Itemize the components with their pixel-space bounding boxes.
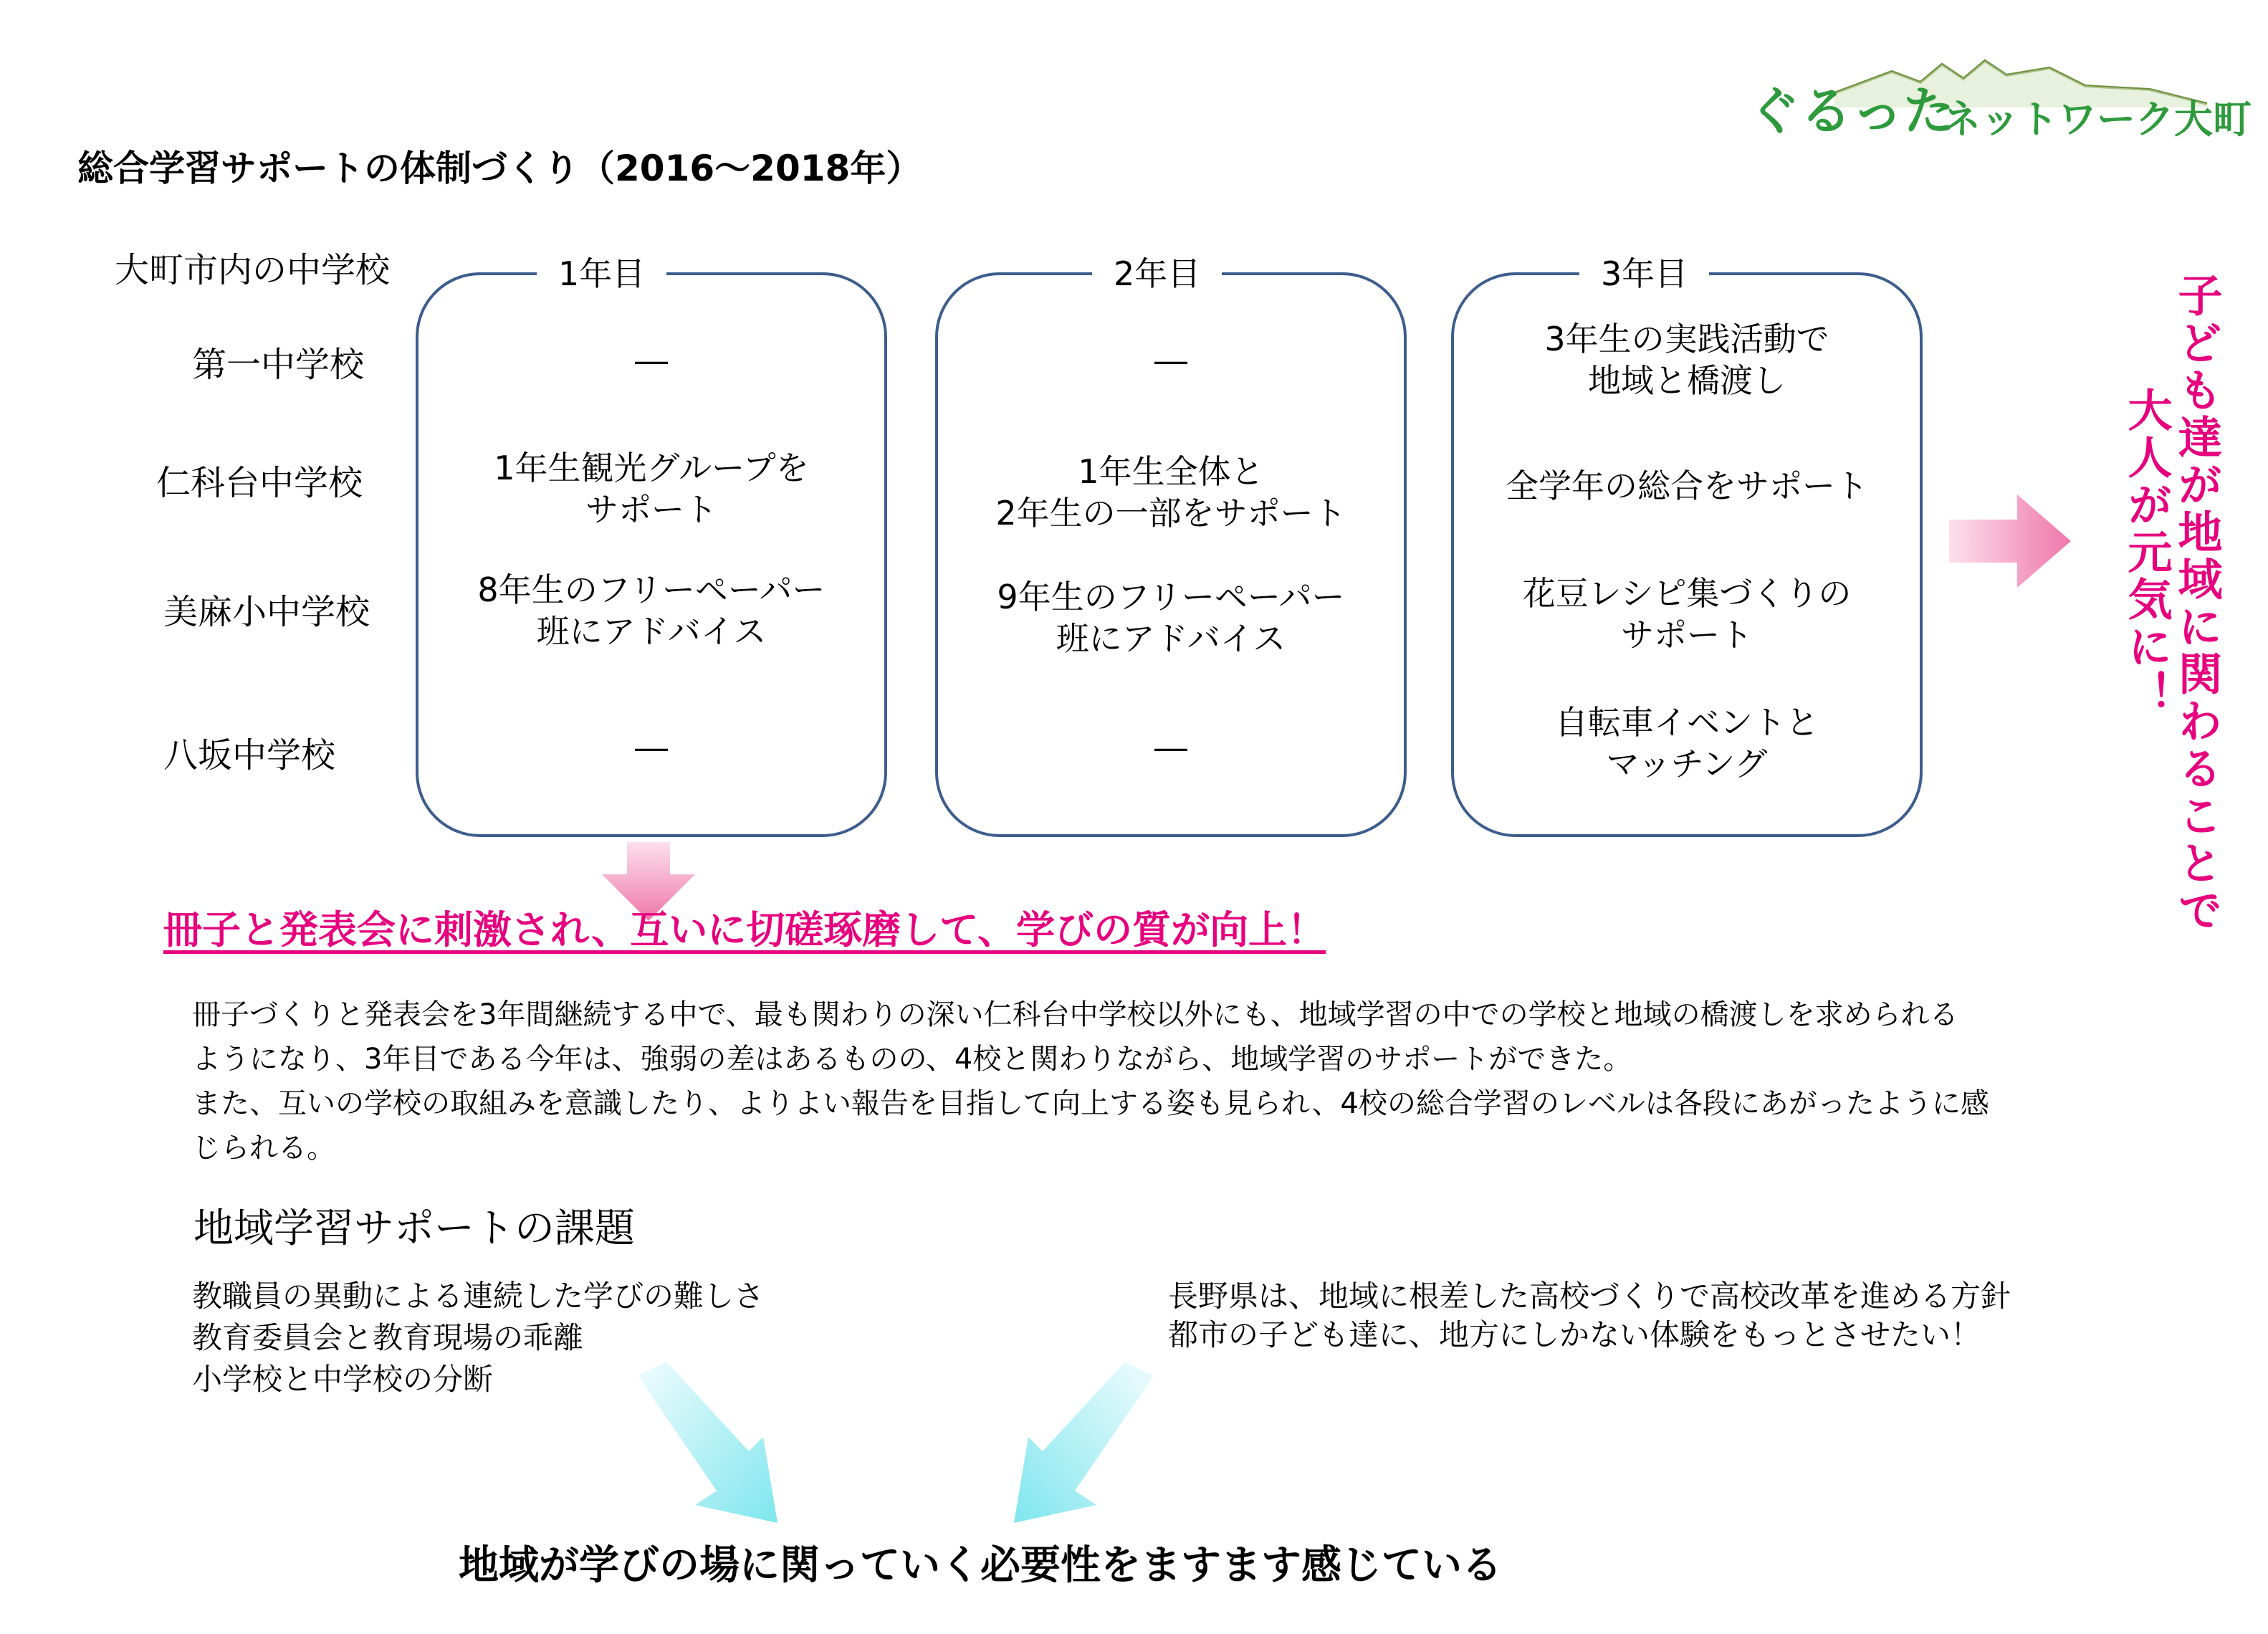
side-message-line: 子ども達が地域に関わることで <box>2171 272 2223 935</box>
paragraph-line: じられる。 <box>192 1132 335 1165</box>
logo <box>1748 50 2252 143</box>
year-box <box>1451 254 1923 837</box>
svg-text:ぐるった: ぐるった <box>1748 81 1956 141</box>
arrow-right-icon <box>1949 494 2071 588</box>
page-title: 総合学習サポートの体制づくり（2016〜2018年） <box>77 148 922 189</box>
schools-header: 大町市内の中学校 <box>115 250 391 290</box>
paragraph-line: ようになり、3年目である今年は、強弱の差はあるものの、4校と関わりながら、地域学習のサポートができた。 <box>192 1043 1632 1076</box>
arrow-diagonal-left-icon <box>1014 1362 1154 1523</box>
svg-text:ネットワーク大町: ネットワーク大町 <box>1942 97 2252 142</box>
issues-title: 地域学習サポートの課題 <box>193 1205 635 1252</box>
arrow-diagonal-right-icon <box>638 1362 777 1523</box>
school-label: 第一中学校 <box>192 345 365 385</box>
cell-text: ― <box>635 728 668 767</box>
cell-text: ― <box>1154 341 1187 380</box>
cell-text: 自転車イベントと マッチング <box>1555 703 1819 783</box>
conclusion: 地域が学びの場に関っていく必要性をますます感じている <box>459 1542 1502 1589</box>
cell-text: 花豆レシピ集づくりの サポート <box>1522 574 1852 654</box>
issue-item: 小学校と中学校の分断 <box>192 1362 494 1397</box>
school-label: 美麻小中学校 <box>163 592 370 632</box>
headline: 冊子と発表会に刺激され、互いに切磋琢磨して、学びの質が向上！ <box>163 907 1326 952</box>
paragraph-line: また、互いの学校の取組みを意識したり、よりよい報告を目指して向上する姿も見られ、4校の総合学習のレベルは各段にあがったように感 <box>192 1087 1989 1120</box>
issue-item: 都市の子ども達に、地方にしかない体験をもっとさせたい！ <box>1168 1317 1981 1352</box>
year-label: 1年目 <box>537 248 666 295</box>
issue-item: 長野県は、地域に根差した高校づくりで高校改革を進める方針 <box>1168 1279 2011 1314</box>
paragraph-line: 冊子づくりと発表会を3年間継続する中で、最も関わりの深い仁科台中学校以外にも、地域学習の中での学校と地域の橋渡しを求められる <box>192 998 1958 1031</box>
side-message <box>2121 272 2221 935</box>
cell-text: 8年生のフリーペーパー 班にアドバイス <box>477 570 826 651</box>
cell-text: 3年生の実践活動で 地域と橋渡し <box>1544 320 1829 400</box>
issue-item: 教育委員会と教育現場の乖離 <box>192 1320 584 1355</box>
year-label: 2年目 <box>1092 248 1222 295</box>
cell-text: 1年生全体と 2年生の一部をサポート <box>995 452 1346 532</box>
year-label: 3年目 <box>1579 248 1709 295</box>
cell-text: ― <box>635 341 668 380</box>
cell-text: 9年生のフリーペーパー 班にアドバイス <box>997 578 1345 658</box>
side-message-line: 大人が元気に！ <box>2120 387 2173 718</box>
school-label: 八坂中学校 <box>163 735 336 775</box>
issue-item: 教職員の異動による連続した学びの難しさ <box>192 1279 765 1314</box>
year-box <box>935 254 1407 837</box>
year-box <box>416 254 887 837</box>
school-label: 仁科台中学校 <box>156 463 363 503</box>
cell-text: ― <box>1154 728 1187 767</box>
converging-arrows <box>623 1362 1168 1526</box>
cell-text: 1年生観光グループを サポート <box>494 449 809 529</box>
cell-text: 全学年の総合をサポート <box>1506 467 1868 505</box>
